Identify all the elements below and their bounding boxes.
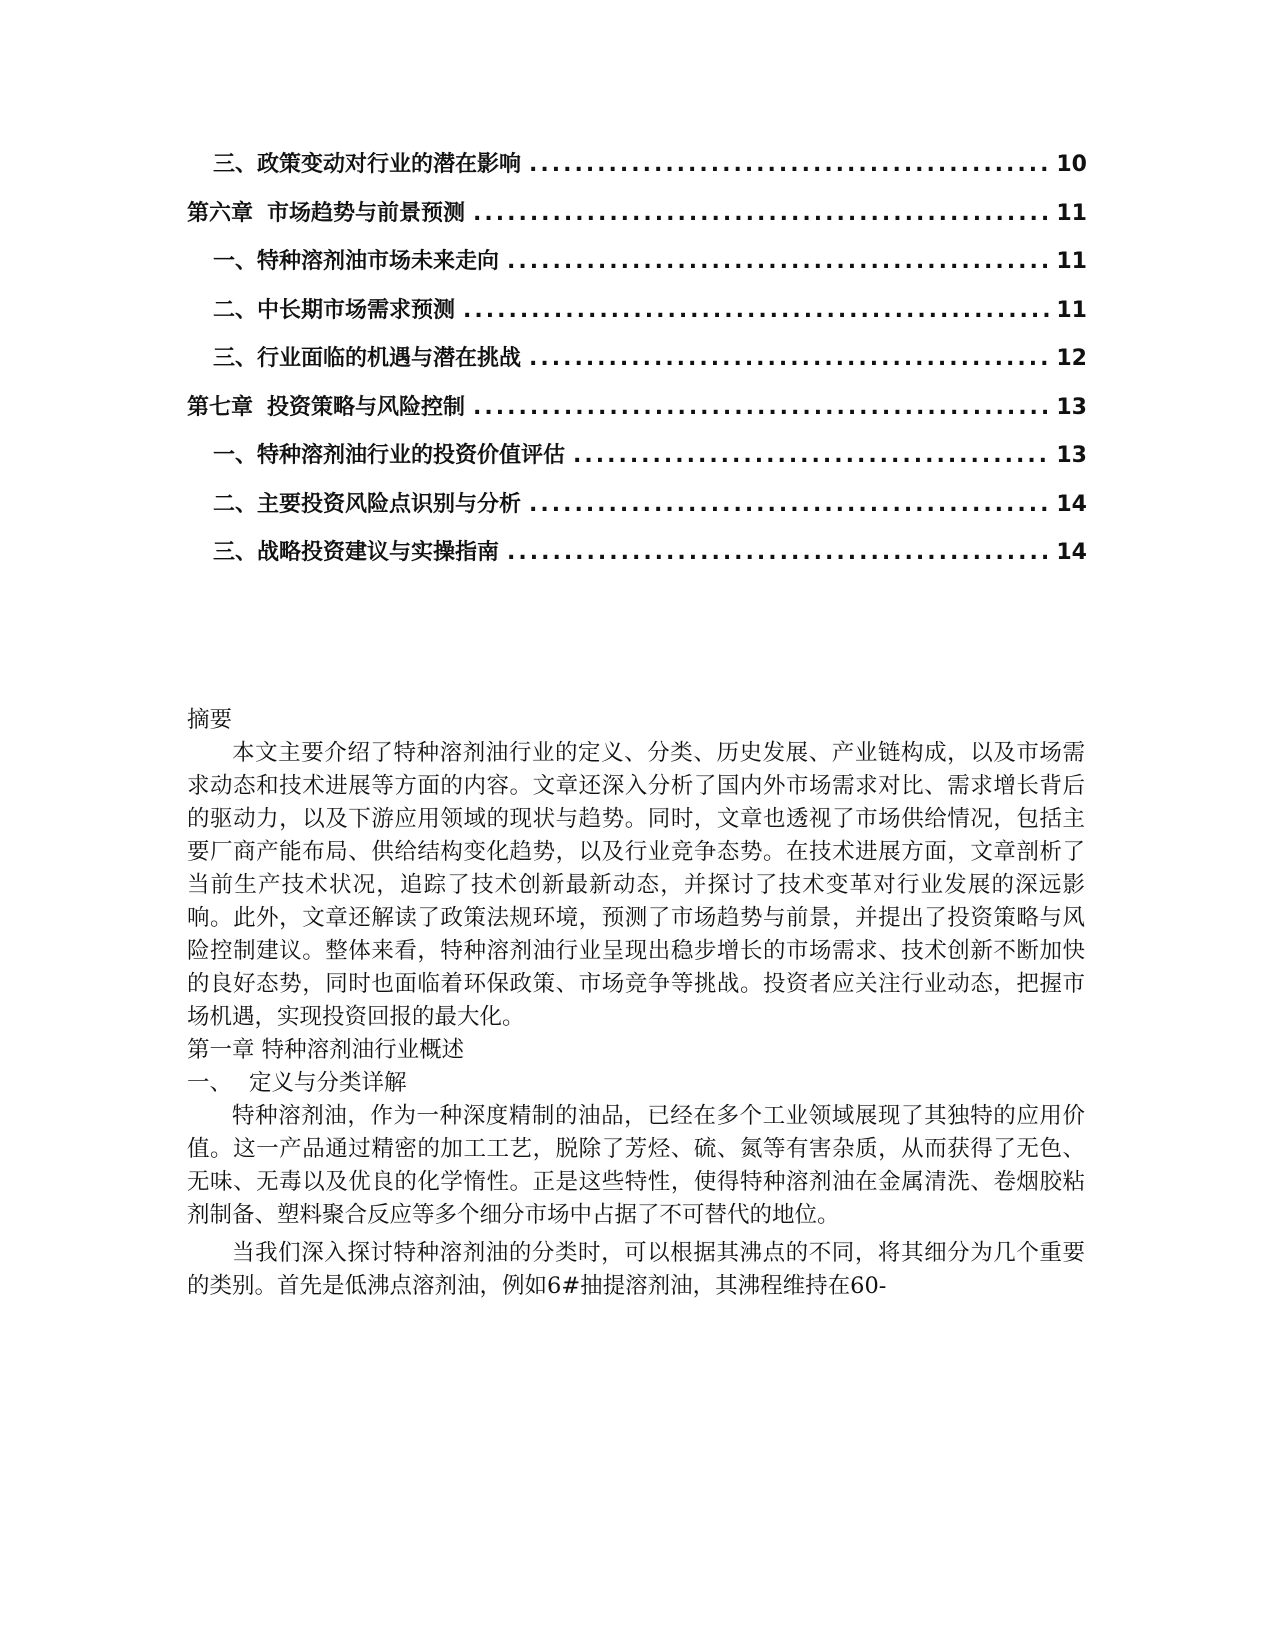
toc-entry-page: 13 — [1056, 443, 1087, 468]
toc-entry-number: 第七章 — [187, 394, 254, 420]
toc-entry-title: 政策变动对行业的潜在影响 — [257, 152, 522, 177]
toc-entry-number: 三、 — [213, 152, 258, 177]
table-of-contents — [187, 141, 1087, 578]
toc-entry[interactable] — [187, 432, 1087, 481]
body-paragraph: 特种溶剂油，作为一种深度精制的油品，已经在多个工业领域展现了其独特的应用价值。这一产品通过精密的加工工艺，脱除了芳烃、硫、氮等有害杂质，从而获得了无色、无味、无毒以及优良的化学惰性。正是这些特性，使得特种溶剂油在金属清洗、卷烟胶粘剂制备、塑料聚合反应等多个细分市场中占据了不可替代的地位。 — [187, 1103, 1085, 1228]
section-heading — [187, 1067, 1085, 1100]
toc-entry-page: 11 — [1056, 249, 1087, 274]
abstract-heading: 摘要 — [187, 707, 233, 733]
toc-entry-number: 三、 — [213, 346, 258, 371]
toc-leader-dots — [529, 141, 1050, 190]
body-text — [187, 704, 1085, 1303]
toc-leader-dots — [529, 481, 1050, 530]
toc-leader-dots — [473, 384, 1050, 433]
toc-entry-page: 14 — [1056, 491, 1087, 517]
toc-entry[interactable] — [187, 141, 1087, 190]
toc-entry-page: 11 — [1056, 200, 1087, 226]
chapter-heading: 第一章 特种溶剂油行业概述 — [187, 1037, 465, 1063]
toc-leader-dots — [573, 432, 1050, 481]
toc-entry[interactable] — [187, 529, 1087, 578]
toc-entry-title: 特种溶剂油行业的投资价值评估 — [257, 443, 566, 468]
toc-entry-title: 投资策略与风险控制 — [267, 394, 466, 420]
toc-entry-title: 行业面临的机遇与潜在挑战 — [257, 346, 522, 371]
toc-entry-number: 二、 — [213, 297, 258, 323]
toc-entry-number: 一、 — [213, 249, 258, 274]
section-title: 定义与分类详解 — [249, 1070, 407, 1096]
toc-entry-title: 战略投资建议与实操指南 — [257, 540, 500, 565]
toc-entry-page: 11 — [1056, 297, 1087, 323]
body-paragraph: 当我们深入探讨特种溶剂油的分类时，可以根据其沸点的不同，将其细分为几个重要的类别。首先是低沸点溶剂油，例如6#抽提溶剂油，其沸程维持在60- — [187, 1240, 1085, 1299]
toc-entry-page: 13 — [1056, 394, 1087, 420]
toc-leader-dots — [507, 529, 1050, 578]
toc-entry-page: 12 — [1056, 346, 1087, 371]
toc-leader-dots — [463, 287, 1050, 336]
toc-leader-dots — [507, 238, 1050, 287]
toc-entry[interactable] — [187, 190, 1087, 239]
toc-entry-number: 第六章 — [187, 200, 254, 226]
toc-leader-dots — [473, 190, 1050, 239]
section-number: 一、 — [187, 1070, 233, 1096]
toc-entry[interactable] — [187, 335, 1087, 384]
toc-entry-number: 二、 — [213, 491, 258, 517]
toc-entry-page: 14 — [1056, 540, 1087, 565]
toc-entry[interactable] — [187, 384, 1087, 433]
toc-entry-title: 市场趋势与前景预测 — [267, 200, 466, 226]
toc-entry[interactable] — [187, 287, 1087, 336]
toc-leader-dots — [529, 335, 1050, 384]
abstract-paragraph: 本文主要介绍了特种溶剂油行业的定义、分类、历史发展、产业链构成，以及市场需求动态和技术进展等方面的内容。文章还深入分析了国内外市场需求对比、需求增长背后的驱动力，以及下游应用领域的现状与趋势。同时，文章也透视了市场供给情况，包括主要厂商产能布局、供给结构变化趋势，以及行业竞争态势。在技术进展方面，文章剖析了当前生产技术状况，追踪了技术创新最新动态，并探讨了技术变革对行业发展的深远影响。此外，文章还解读了政策法规环境，预测了市场趋势与前景，并提出了投资策略与风险控制建议。整体来看，特种溶剂油行业呈现出稳步增长的市场需求、技术创新不断加快的良好态势，同时也面临着环保政策、市场竞争等挑战。投资者应关注行业动态，把握市场机遇，实现投资回报的最大化。 — [187, 740, 1085, 1030]
toc-entry[interactable] — [187, 481, 1087, 530]
toc-entry-title: 主要投资风险点识别与分析 — [257, 491, 522, 517]
toc-entry-number: 三、 — [213, 540, 258, 565]
toc-entry-title: 特种溶剂油市场未来走向 — [257, 249, 500, 274]
toc-entry-page: 10 — [1056, 152, 1087, 177]
toc-entry-number: 一、 — [213, 443, 258, 468]
toc-entry[interactable] — [187, 238, 1087, 287]
toc-entry-title: 中长期市场需求预测 — [257, 297, 456, 323]
